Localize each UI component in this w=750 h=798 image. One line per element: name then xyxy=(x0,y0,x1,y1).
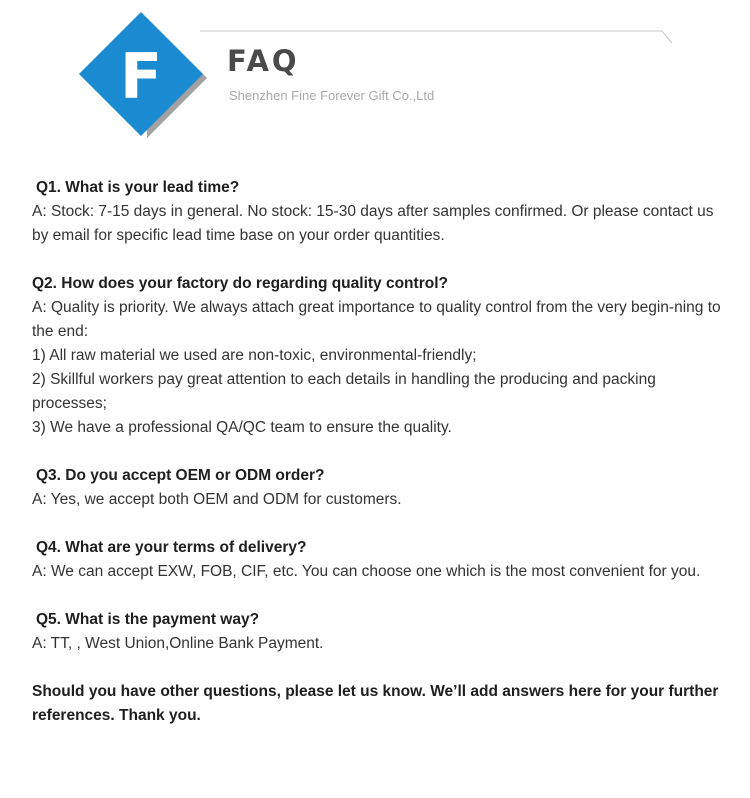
faq-answer-point: 2) Skillful workers pay great attention to each details in handling the producing and packing processes; xyxy=(32,371,656,412)
faq-item-q5 xyxy=(32,608,722,656)
faq-content xyxy=(32,176,722,728)
faq-answer-point: 1) All raw material we used are non-toxic, environmental-friendly; xyxy=(32,347,477,364)
faq-answer: A: TT, , West Union,Online Bank Payment. xyxy=(32,635,324,652)
faq-answer-point: 3) We have a professional QA/QC team to ensure the quality. xyxy=(32,419,452,436)
faq-answer: A: We can accept EXW, FOB, CIF, etc. You can choose one which is the most convenient for you. xyxy=(32,563,701,580)
company-logo xyxy=(75,12,207,144)
faq-item-q3 xyxy=(32,464,722,512)
faq-item-q1 xyxy=(32,176,722,248)
page-title: FAQ xyxy=(227,44,300,78)
faq-item-q4 xyxy=(32,536,722,584)
closing-note: Should you have other questions, please let us know. We’ll add answers here for your further references. Thank you. xyxy=(32,683,719,724)
faq-question: Q1. What is your lead time? xyxy=(36,179,240,196)
faq-item-q2 xyxy=(32,272,722,440)
faq-answer: A: Yes, we accept both OEM and ODM for customers. xyxy=(32,491,402,508)
faq-question: Q5. What is the payment way? xyxy=(36,611,260,628)
faq-header xyxy=(0,0,750,150)
faq-answer: A: Quality is priority. We always attach great importance to quality control from the very begin-ning to the end: xyxy=(32,299,721,340)
faq-question: Q4. What are your terms of delivery? xyxy=(36,539,307,556)
faq-question: Q3. Do you accept OEM or ODM order? xyxy=(36,467,325,484)
faq-question: Q2. How does your factory do regarding quality control? xyxy=(32,275,448,292)
faq-answer: A: Stock: 7-15 days in general. No stock: 15-30 days after samples confirmed. Or please contact us by email for specific lead time base on your order quantities. xyxy=(32,203,714,244)
logo-letter: F xyxy=(119,40,163,113)
company-name: Shenzhen Fine Forever Gift Co.,Ltd xyxy=(229,88,435,103)
